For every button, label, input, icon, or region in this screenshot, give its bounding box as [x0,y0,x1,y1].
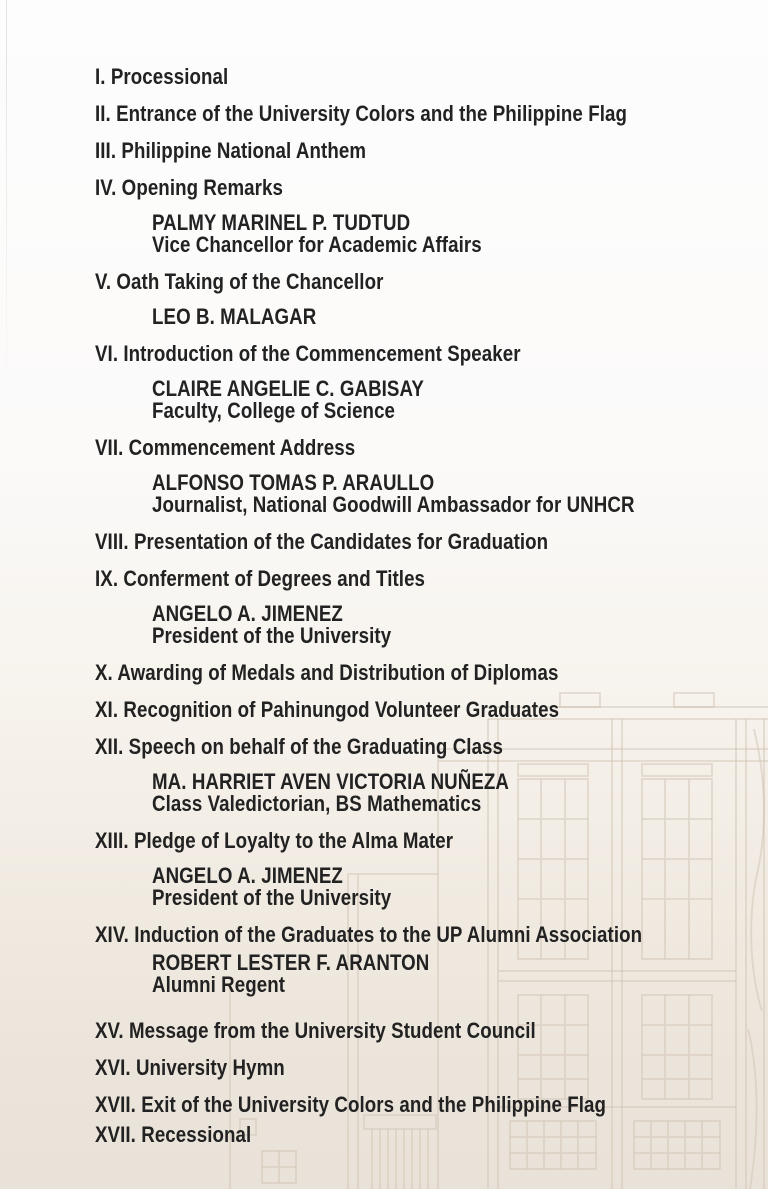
program-item-person [152,603,768,647]
program-item [95,830,768,909]
person-role: Alumni Regent [152,972,286,997]
program-item [95,662,768,684]
program-item-label: IV. Opening Remarks [95,175,283,200]
program-item-person [152,771,768,815]
person-name: ALFONSO TOMAS P. ARAULLO [152,470,435,495]
program-item [95,140,768,162]
program-item-person [152,865,768,909]
person-name: MA. HARRIET AVEN VICTORIA NUÑEZA [152,769,509,794]
program-item-label: I. Processional [95,64,229,89]
person-role: Vice Chancellor for Academic Affairs [152,232,482,257]
program-item [95,103,768,125]
program-item-label: VI. Introduction of the Commencement Speaker [95,341,521,366]
program-item-person [152,212,768,256]
program-item [95,177,768,256]
program-item [95,271,768,328]
program-item-label: VIII. Presentation of the Candidates for Graduation [95,529,549,554]
program-item-label: VII. Commencement Address [95,435,356,460]
program-item-label: XVI. University Hymn [95,1055,285,1080]
program-item-label: X. Awarding of Medals and Distribution of Diplomas [95,660,559,685]
person-name: LEO B. MALAGAR [152,304,317,329]
program-item-label: XI. Recognition of Pahinungod Volunteer Graduates [95,697,560,722]
program-item [95,568,768,647]
program-item [95,1094,768,1116]
program-item-label: II. Entrance of the University Colors and the Philippine Flag [95,101,627,126]
program-item-person [152,952,768,996]
program-item-label: XVII. Recessional [95,1122,252,1147]
program-item [95,699,768,721]
program-item-label: XVII. Exit of the University Colors and the Philippine Flag [95,1092,607,1117]
person-role: Class Valedictorian, BS Mathematics [152,791,482,816]
program-item [95,924,768,996]
program-item-label: XIII. Pledge of Loyalty to the Alma Mater [95,828,454,853]
page-edge-shadow [6,0,7,420]
program-list [95,66,768,1161]
program-item-label: V. Oath Taking of the Chancellor [95,269,384,294]
person-name: ANGELO A. JIMENEZ [152,863,343,888]
program-item [95,1020,768,1042]
program-item [95,1124,768,1146]
person-role: Faculty, College of Science [152,398,396,423]
program-item-label: XV. Message from the University Student Council [95,1018,536,1043]
person-role: President of the University [152,885,392,910]
person-role: President of the University [152,623,392,648]
person-name: PALMY MARINEL P. TUDTUD [152,210,411,235]
person-name: CLAIRE ANGELIE C. GABISAY [152,376,424,401]
person-role: Journalist, National Goodwill Ambassador for UNHCR [152,492,635,517]
program-item [95,531,768,553]
program-item-person [152,378,768,422]
program-item [95,1057,768,1079]
program-item-label: III. Philippine National Anthem [95,138,367,163]
program-item [95,437,768,516]
program-item-person [152,472,768,516]
program-item [95,66,768,88]
program-item [95,343,768,422]
program-item-label: IX. Conferment of Degrees and Titles [95,566,426,591]
program-item [95,736,768,815]
program-item-label: XII. Speech on behalf of the Graduating Class [95,734,504,759]
person-name: ANGELO A. JIMENEZ [152,601,343,626]
program-item-person [152,306,768,328]
person-name: ROBERT LESTER F. ARANTON [152,950,430,975]
program-item-label: XIV. Induction of the Graduates to the UP Alumni Association [95,922,643,947]
